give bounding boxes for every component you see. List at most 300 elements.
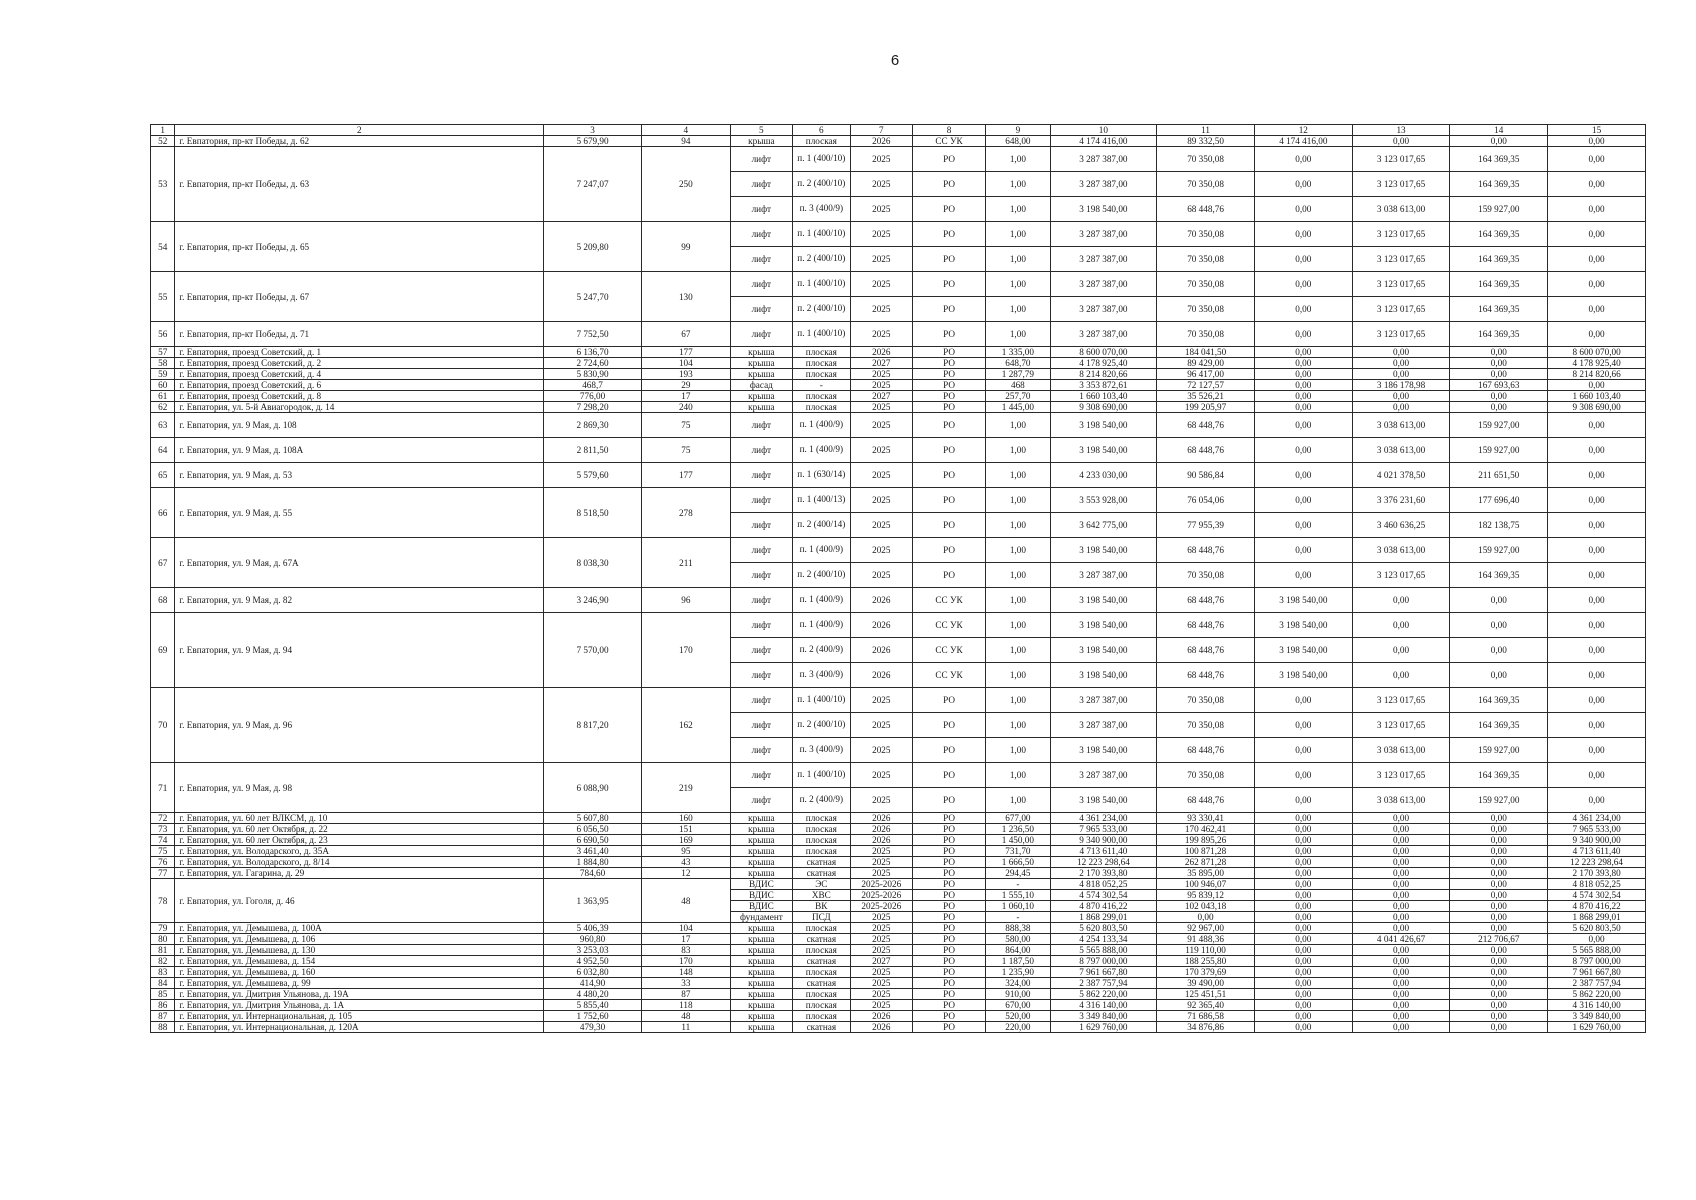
type-cell: п. 1 (400/9)	[792, 413, 850, 438]
year-cell: 2025	[850, 788, 912, 813]
extra-cost-cell: 68 448,76	[1157, 538, 1255, 563]
fund-regional-cell: 0,00	[1548, 488, 1646, 513]
table-row	[151, 934, 1646, 945]
method-cell: СС УК	[912, 638, 985, 663]
element-cell: крыша	[730, 978, 792, 989]
type-cell: п. 1 (400/10)	[792, 322, 850, 347]
extra-cost-cell: 92 365,40	[1157, 1000, 1255, 1011]
method-cell: РО	[912, 488, 985, 513]
fund-owner-cell: 0,00	[1254, 172, 1352, 197]
table-row	[151, 688, 1646, 713]
volume-cell: 1,00	[986, 222, 1050, 247]
fund-local-cell: 159 927,00	[1450, 197, 1548, 222]
area-cell: 7 298,20	[544, 402, 642, 413]
method-cell: РО	[912, 945, 985, 956]
residents-cell: 48	[641, 879, 730, 923]
extra-cost-cell: 100 946,07	[1157, 879, 1255, 890]
area-cell: 414,90	[544, 978, 642, 989]
fund-subsidy-cell: 0,00	[1352, 391, 1450, 402]
fund-local-cell: 0,00	[1450, 588, 1548, 613]
fund-local-cell: 164 369,35	[1450, 297, 1548, 322]
fund-regional-cell: 0,00	[1548, 222, 1646, 247]
element-cell: лифт	[730, 463, 792, 488]
extra-cost-cell: 93 330,41	[1157, 813, 1255, 824]
cost-cell: 4 316 140,00	[1050, 1000, 1157, 1011]
extra-cost-cell: 77 955,39	[1157, 513, 1255, 538]
address-cell: г. Евпатория, ул. Гагарина, д. 29	[175, 868, 544, 879]
volume-cell: 1,00	[986, 297, 1050, 322]
fund-owner-cell: 0,00	[1254, 978, 1352, 989]
year-cell: 2025	[850, 272, 912, 297]
type-cell: плоская	[792, 136, 850, 147]
fund-local-cell: 159 927,00	[1450, 788, 1548, 813]
element-cell: крыша	[730, 391, 792, 402]
type-cell: плоская	[792, 835, 850, 846]
fund-owner-cell: 0,00	[1254, 369, 1352, 380]
year-cell: 2027	[850, 358, 912, 369]
row-number-cell: 61	[151, 391, 175, 402]
area-cell: 7 247,07	[544, 147, 642, 222]
cost-cell: 1 868 299,01	[1050, 912, 1157, 923]
row-number-cell: 84	[151, 978, 175, 989]
fund-regional-cell: 0,00	[1548, 688, 1646, 713]
extra-cost-cell: 119 110,00	[1157, 945, 1255, 956]
element-cell: лифт	[730, 613, 792, 638]
fund-subsidy-cell: 0,00	[1352, 945, 1450, 956]
fund-owner-cell: 0,00	[1254, 513, 1352, 538]
fund-local-cell: 0,00	[1450, 923, 1548, 934]
fund-regional-cell: 0,00	[1548, 588, 1646, 613]
extra-cost-cell: 39 490,00	[1157, 978, 1255, 989]
fund-regional-cell: 0,00	[1548, 197, 1646, 222]
fund-owner-cell: 0,00	[1254, 945, 1352, 956]
fund-subsidy-cell: 3 123 017,65	[1352, 172, 1450, 197]
extra-cost-cell: 89 332,50	[1157, 136, 1255, 147]
fund-owner-cell: 0,00	[1254, 901, 1352, 912]
element-cell: крыша	[730, 857, 792, 868]
volume-cell: 731,70	[986, 846, 1050, 857]
cost-cell: 4 254 133,34	[1050, 934, 1157, 945]
year-cell: 2026	[850, 835, 912, 846]
volume-cell: 1 450,00	[986, 835, 1050, 846]
element-cell: лифт	[730, 197, 792, 222]
residents-cell: 87	[641, 989, 730, 1000]
header-cell: 12	[1254, 125, 1352, 136]
fund-subsidy-cell: 0,00	[1352, 402, 1450, 413]
element-cell: лифт	[730, 322, 792, 347]
extra-cost-cell: 68 448,76	[1157, 438, 1255, 463]
cost-cell: 7 961 667,80	[1050, 967, 1157, 978]
table-row	[151, 956, 1646, 967]
fund-local-cell: 164 369,35	[1450, 247, 1548, 272]
method-cell: РО	[912, 688, 985, 713]
row-number-cell: 76	[151, 857, 175, 868]
fund-owner-cell: 0,00	[1254, 813, 1352, 824]
fund-subsidy-cell: 0,00	[1352, 890, 1450, 901]
element-cell: лифт	[730, 438, 792, 463]
residents-cell: 95	[641, 846, 730, 857]
fund-local-cell: 0,00	[1450, 369, 1548, 380]
area-cell: 8 038,30	[544, 538, 642, 588]
element-cell: лифт	[730, 172, 792, 197]
row-number-cell: 82	[151, 956, 175, 967]
element-cell: ВДИС	[730, 890, 792, 901]
cost-cell: 5 862 220,00	[1050, 989, 1157, 1000]
area-cell: 8 817,20	[544, 688, 642, 763]
table-row	[151, 402, 1646, 413]
type-cell: п. 1 (400/9)	[792, 588, 850, 613]
cost-cell: 8 600 070,00	[1050, 347, 1157, 358]
type-cell: плоская	[792, 347, 850, 358]
method-cell: РО	[912, 272, 985, 297]
fund-owner-cell: 0,00	[1254, 846, 1352, 857]
method-cell: РО	[912, 380, 985, 391]
extra-cost-cell: 92 967,00	[1157, 923, 1255, 934]
fund-subsidy-cell: 0,00	[1352, 1022, 1450, 1033]
year-cell: 2025-2026	[850, 890, 912, 901]
type-cell: плоская	[792, 1011, 850, 1022]
element-cell: ВДИС	[730, 901, 792, 912]
method-cell: РО	[912, 923, 985, 934]
year-cell: 2025	[850, 1000, 912, 1011]
extra-cost-cell: 170 462,41	[1157, 824, 1255, 835]
method-cell: РО	[912, 391, 985, 402]
fund-local-cell: 0,00	[1450, 824, 1548, 835]
fund-subsidy-cell: 0,00	[1352, 901, 1450, 912]
fund-local-cell: 0,00	[1450, 1011, 1548, 1022]
volume-cell: 1,00	[986, 788, 1050, 813]
fund-local-cell: 0,00	[1450, 846, 1548, 857]
cost-cell: 3 287 387,00	[1050, 247, 1157, 272]
method-cell: РО	[912, 868, 985, 879]
year-cell: 2025-2026	[850, 901, 912, 912]
fund-regional-cell: 3 349 840,00	[1548, 1011, 1646, 1022]
method-cell: РО	[912, 172, 985, 197]
fund-owner-cell: 0,00	[1254, 147, 1352, 172]
element-cell: лифт	[730, 538, 792, 563]
fund-subsidy-cell: 0,00	[1352, 868, 1450, 879]
fund-owner-cell: 0,00	[1254, 868, 1352, 879]
volume-cell: 580,00	[986, 934, 1050, 945]
fund-local-cell: 0,00	[1450, 978, 1548, 989]
cost-cell: 1 660 103,40	[1050, 391, 1157, 402]
fund-local-cell: 0,00	[1450, 638, 1548, 663]
fund-local-cell: 0,00	[1450, 901, 1548, 912]
fund-regional-cell: 12 223 298,64	[1548, 857, 1646, 868]
year-cell: 2025	[850, 934, 912, 945]
header-cell: 4	[641, 125, 730, 136]
extra-cost-cell: 35 526,21	[1157, 391, 1255, 402]
fund-local-cell: 0,00	[1450, 402, 1548, 413]
year-cell: 2025	[850, 247, 912, 272]
year-cell: 2025	[850, 978, 912, 989]
fund-regional-cell: 0,00	[1548, 788, 1646, 813]
fund-subsidy-cell: 3 038 613,00	[1352, 438, 1450, 463]
fund-subsidy-cell: 0,00	[1352, 358, 1450, 369]
element-cell: крыша	[730, 956, 792, 967]
residents-cell: 17	[641, 934, 730, 945]
method-cell: РО	[912, 967, 985, 978]
row-number-cell: 79	[151, 923, 175, 934]
volume-cell: 648,70	[986, 358, 1050, 369]
fund-owner-cell: 4 174 416,00	[1254, 136, 1352, 147]
fund-subsidy-cell: 0,00	[1352, 813, 1450, 824]
fund-local-cell: 164 369,35	[1450, 688, 1548, 713]
table-row	[151, 989, 1646, 1000]
type-cell: -	[792, 380, 850, 391]
area-cell: 468,7	[544, 380, 642, 391]
fund-regional-cell: 0,00	[1548, 380, 1646, 391]
fund-subsidy-cell: 3 186 178,98	[1352, 380, 1450, 391]
fund-subsidy-cell: 3 038 613,00	[1352, 538, 1450, 563]
table-row	[151, 358, 1646, 369]
area-cell: 5 247,70	[544, 272, 642, 322]
fund-subsidy-cell: 3 123 017,65	[1352, 713, 1450, 738]
volume-cell: 1,00	[986, 147, 1050, 172]
method-cell: РО	[912, 835, 985, 846]
element-cell: лифт	[730, 788, 792, 813]
residents-cell: 104	[641, 923, 730, 934]
cost-cell: 3 287 387,00	[1050, 713, 1157, 738]
method-cell: РО	[912, 513, 985, 538]
fund-local-cell: 182 138,75	[1450, 513, 1548, 538]
volume-cell: 468	[986, 380, 1050, 391]
year-cell: 2025	[850, 688, 912, 713]
year-cell: 2025	[850, 513, 912, 538]
cost-cell: 3 287 387,00	[1050, 172, 1157, 197]
residents-cell: 130	[641, 272, 730, 322]
fund-regional-cell: 4 818 052,25	[1548, 879, 1646, 890]
cost-cell: 8 797 000,00	[1050, 956, 1157, 967]
type-cell: п. 2 (400/9)	[792, 788, 850, 813]
address-cell: г. Евпатория, ул. 9 Мая, д. 53	[175, 463, 544, 488]
element-cell: лифт	[730, 222, 792, 247]
extra-cost-cell: 70 350,08	[1157, 763, 1255, 788]
residents-cell: 193	[641, 369, 730, 380]
element-cell: ВДИС	[730, 879, 792, 890]
year-cell: 2026	[850, 813, 912, 824]
volume-cell: -	[986, 912, 1050, 923]
extra-cost-cell: 91 488,36	[1157, 934, 1255, 945]
fund-regional-cell: 0,00	[1548, 763, 1646, 788]
fund-regional-cell: 0,00	[1548, 172, 1646, 197]
element-cell: крыша	[730, 1000, 792, 1011]
volume-cell: -	[986, 879, 1050, 890]
residents-cell: 94	[641, 136, 730, 147]
fund-local-cell: 164 369,35	[1450, 713, 1548, 738]
fund-local-cell: 0,00	[1450, 813, 1548, 824]
fund-regional-cell: 0,00	[1548, 413, 1646, 438]
fund-subsidy-cell: 0,00	[1352, 1000, 1450, 1011]
fund-owner-cell: 0,00	[1254, 402, 1352, 413]
element-cell: лифт	[730, 147, 792, 172]
table-row	[151, 824, 1646, 835]
extra-cost-cell: 35 895,00	[1157, 868, 1255, 879]
cost-cell: 4 818 052,25	[1050, 879, 1157, 890]
fund-regional-cell: 0,00	[1548, 272, 1646, 297]
fund-local-cell: 164 369,35	[1450, 322, 1548, 347]
fund-owner-cell: 0,00	[1254, 347, 1352, 358]
year-cell: 2025	[850, 857, 912, 868]
row-number-cell: 60	[151, 380, 175, 391]
method-cell: РО	[912, 197, 985, 222]
fund-subsidy-cell: 0,00	[1352, 663, 1450, 688]
header-cell: 15	[1548, 125, 1646, 136]
cost-cell: 1 629 760,00	[1050, 1022, 1157, 1033]
fund-regional-cell: 2 387 757,94	[1548, 978, 1646, 989]
year-cell: 2026	[850, 638, 912, 663]
area-cell: 5 607,80	[544, 813, 642, 824]
method-cell: РО	[912, 222, 985, 247]
header-cell: 11	[1157, 125, 1255, 136]
header-cell: 5	[730, 125, 792, 136]
fund-regional-cell: 8 600 070,00	[1548, 347, 1646, 358]
header-cell: 14	[1450, 125, 1548, 136]
year-cell: 2025	[850, 172, 912, 197]
fund-owner-cell: 0,00	[1254, 488, 1352, 513]
method-cell: РО	[912, 1022, 985, 1033]
address-cell: г. Евпатория, ул. 5-й Авиагородок, д. 14	[175, 402, 544, 413]
method-cell: РО	[912, 934, 985, 945]
residents-cell: 83	[641, 945, 730, 956]
type-cell: п. 3 (400/9)	[792, 738, 850, 763]
volume-cell: 1,00	[986, 438, 1050, 463]
header-cell: 7	[850, 125, 912, 136]
cost-cell: 3 198 540,00	[1050, 663, 1157, 688]
address-cell: г. Евпатория, ул. 9 Мая, д. 67А	[175, 538, 544, 588]
residents-cell: 240	[641, 402, 730, 413]
cost-cell: 4 574 302,54	[1050, 890, 1157, 901]
fund-regional-cell: 7 961 667,80	[1548, 967, 1646, 978]
year-cell: 2025	[850, 197, 912, 222]
extra-cost-cell: 96 417,00	[1157, 369, 1255, 380]
cost-cell: 3 642 775,00	[1050, 513, 1157, 538]
fund-owner-cell: 3 198 540,00	[1254, 663, 1352, 688]
year-cell: 2025	[850, 402, 912, 413]
fund-subsidy-cell: 3 123 017,65	[1352, 563, 1450, 588]
element-cell: лифт	[730, 297, 792, 322]
table-row	[151, 1022, 1646, 1033]
fund-owner-cell: 0,00	[1254, 538, 1352, 563]
row-number-cell: 63	[151, 413, 175, 438]
residents-cell: 278	[641, 488, 730, 538]
volume-cell: 324,00	[986, 978, 1050, 989]
volume-cell: 1,00	[986, 322, 1050, 347]
year-cell: 2025	[850, 945, 912, 956]
volume-cell: 1,00	[986, 663, 1050, 688]
element-cell: крыша	[730, 1011, 792, 1022]
row-number-cell: 85	[151, 989, 175, 1000]
fund-regional-cell: 5 565 888,00	[1548, 945, 1646, 956]
extra-cost-cell: 70 350,08	[1157, 713, 1255, 738]
volume-cell: 1 287,79	[986, 369, 1050, 380]
table-row	[151, 488, 1646, 513]
table-row	[151, 413, 1646, 438]
table-row	[151, 222, 1646, 247]
extra-cost-cell: 68 448,76	[1157, 588, 1255, 613]
volume-cell: 1 060,10	[986, 901, 1050, 912]
type-cell: ПСД	[792, 912, 850, 923]
cost-cell: 3 287 387,00	[1050, 222, 1157, 247]
type-cell: плоская	[792, 846, 850, 857]
residents-cell: 162	[641, 688, 730, 763]
residents-cell: 151	[641, 824, 730, 835]
method-cell: СС УК	[912, 588, 985, 613]
type-cell: п. 2 (400/10)	[792, 713, 850, 738]
fund-owner-cell: 0,00	[1254, 297, 1352, 322]
area-cell: 960,80	[544, 934, 642, 945]
fund-regional-cell: 0,00	[1548, 538, 1646, 563]
fund-subsidy-cell: 0,00	[1352, 989, 1450, 1000]
area-cell: 5 209,80	[544, 222, 642, 272]
type-cell: п. 1 (400/10)	[792, 272, 850, 297]
cost-cell: 3 198 540,00	[1050, 438, 1157, 463]
volume-cell: 1 187,50	[986, 956, 1050, 967]
row-number-cell: 72	[151, 813, 175, 824]
element-cell: крыша	[730, 846, 792, 857]
volume-cell: 1,00	[986, 488, 1050, 513]
row-number-cell: 56	[151, 322, 175, 347]
area-cell: 5 406,39	[544, 923, 642, 934]
volume-cell: 1,00	[986, 413, 1050, 438]
table-row	[151, 923, 1646, 934]
residents-cell: 12	[641, 868, 730, 879]
residents-cell: 75	[641, 413, 730, 438]
fund-owner-cell: 0,00	[1254, 989, 1352, 1000]
fund-local-cell: 0,00	[1450, 1000, 1548, 1011]
residents-cell: 169	[641, 835, 730, 846]
fund-regional-cell: 8 214 820,66	[1548, 369, 1646, 380]
address-cell: г. Евпатория, проезд Советский, д. 1	[175, 347, 544, 358]
address-cell: г. Евпатория, ул. Интернациональная, д. 120А	[175, 1022, 544, 1033]
fund-subsidy-cell: 3 038 613,00	[1352, 738, 1450, 763]
fund-local-cell: 164 369,35	[1450, 763, 1548, 788]
area-cell: 7 752,50	[544, 322, 642, 347]
row-number-cell: 81	[151, 945, 175, 956]
type-cell: ЭС	[792, 879, 850, 890]
row-number-cell: 83	[151, 967, 175, 978]
method-cell: РО	[912, 463, 985, 488]
volume-cell: 1,00	[986, 613, 1050, 638]
type-cell: п. 2 (400/10)	[792, 172, 850, 197]
fund-regional-cell: 1 629 760,00	[1548, 1022, 1646, 1033]
residents-cell: 219	[641, 763, 730, 813]
year-cell: 2026	[850, 1022, 912, 1033]
fund-owner-cell: 0,00	[1254, 763, 1352, 788]
extra-cost-cell: 71 686,58	[1157, 1011, 1255, 1022]
table-row	[151, 322, 1646, 347]
fund-local-cell: 211 651,50	[1450, 463, 1548, 488]
row-number-cell: 66	[151, 488, 175, 538]
cost-cell: 8 214 820,66	[1050, 369, 1157, 380]
element-cell: фасад	[730, 380, 792, 391]
address-cell: г. Евпатория, ул. 60 лет ВЛКСМ, д. 10	[175, 813, 544, 824]
residents-cell: 99	[641, 222, 730, 272]
address-cell: г. Евпатория, проезд Советский, д. 6	[175, 380, 544, 391]
address-cell: г. Евпатория, ул. 9 Мая, д. 98	[175, 763, 544, 813]
row-number-cell: 58	[151, 358, 175, 369]
volume-cell: 1,00	[986, 538, 1050, 563]
fund-regional-cell: 1 868 299,01	[1548, 912, 1646, 923]
cost-cell: 3 198 540,00	[1050, 588, 1157, 613]
method-cell: РО	[912, 247, 985, 272]
element-cell: крыша	[730, 813, 792, 824]
method-cell: РО	[912, 147, 985, 172]
type-cell: ХВС	[792, 890, 850, 901]
fund-regional-cell: 4 316 140,00	[1548, 1000, 1646, 1011]
fund-regional-cell: 5 620 803,50	[1548, 923, 1646, 934]
page-number: 6	[890, 52, 900, 69]
